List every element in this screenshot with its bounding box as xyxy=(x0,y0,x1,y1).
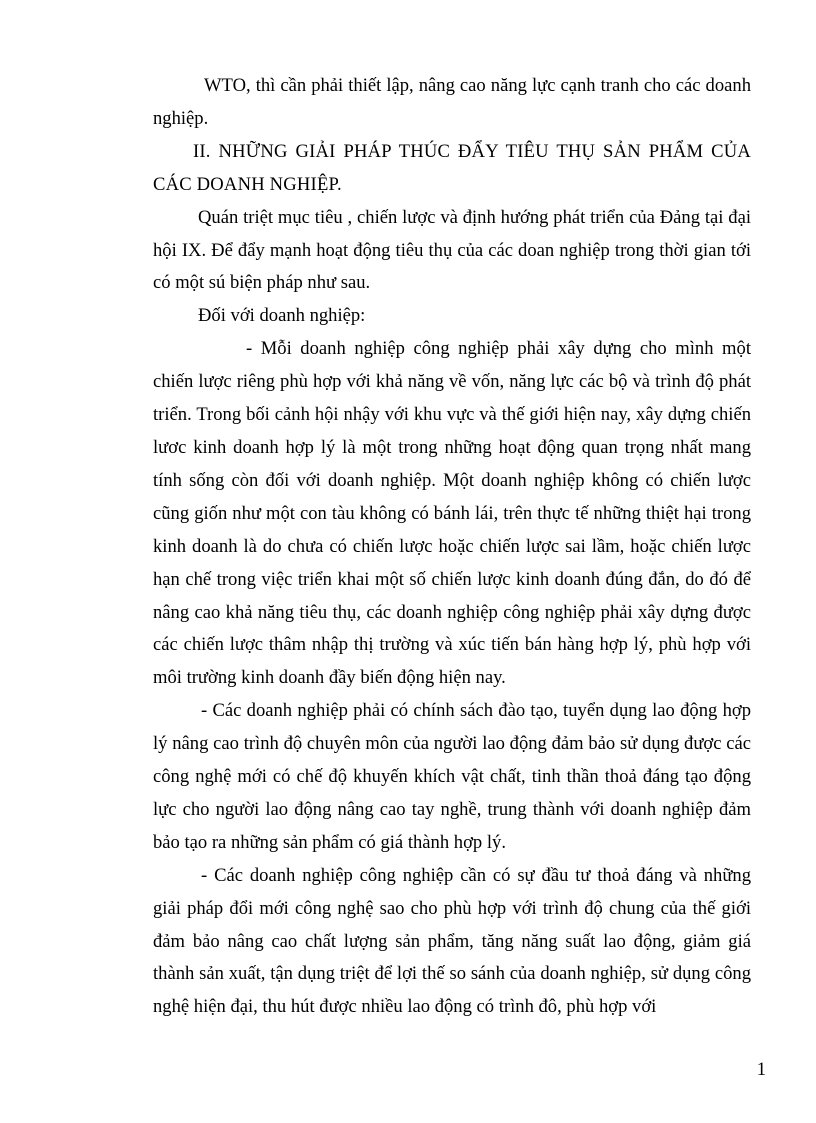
document-body xyxy=(153,70,751,1024)
paragraph-subheading: Đối với doanh nghiệp: xyxy=(198,305,366,327)
paragraph-strategy: - Mỗi doanh nghiệp công nghiệp phải xây dựng cho mình một chiến lược riêng phù hợp với khả năng về vốn, năng lực các bộ và trình độ phát triển. Trong bối cảnh hội nhậy với khu vực và thế giới hiện nay, xây dựng chiến lươc kinh doanh hợp lý là một trong những hoạt động quan trọng nhất mang tính sống còn đối với doanh nghiệp. Một doanh nghiệp không có chiến lược cũng giốn như một con tàu không có bánh lái, trên thực tế những thiệt hại trong kinh doanh là do chưa có chiến lược hoặc chiến lược sai lầm, hoặc chiến lược hạn chế trong việc triển khai một số chiến lược kinh doanh đúng đắn, do đó để nâng cao khả năng tiêu thụ, các doanh nghiệp công nghiệp phải xây dựng được các chiến lược thâm nhập thị trường và xúc tiến bán hàng hợp lý, phù hợp với môi trường kinh doanh đầy biến động hiện nay. xyxy=(153,338,751,689)
paragraph-wto: WTO, thì cần phải thiết lập, nâng cao năng lực cạnh tranh cho các doanh nghiệp. xyxy=(153,75,751,129)
paragraph-technology: - Các doanh nghiệp công nghiệp cần có sự đầu tư thoả đáng và những giải pháp đổi mới công nghệ sao cho phù hợp với trình độ chung của thế giới đảm bảo nâng cao chất lượng sản phẩm, tăng năng suất lao động, giảm giá thành sản xuất, tận dụng triệt để lợi thế so sánh của doanh nghiệp, sử dụng công nghệ hiện đại, thu hút được nhiều lao động có trình đô, phù hợp với xyxy=(153,864,751,1018)
paragraph-training: - Các doanh nghiệp phải có chính sách đào tạo, tuyển dụng lao động hợp lý nâng cao trình độ chuyên môn của người lao động đảm bảo sử dụng được các công nghệ mới có chế độ khuyến khích vật chất, tinh thần thoả đáng tạo động lực cho người lao động nâng cao tay nghề, trung thành với doanh nghiệp đảm bảo tạo ra những sản phẩm có giá thành hợp lý. xyxy=(153,700,751,853)
section-heading: II. NHỮNG GIẢI PHÁP THÚC ĐẨY TIÊU THỤ SẢN PHẨM CỦA CÁC DOANH NGHIỆP. xyxy=(153,140,751,195)
paragraph-intro: Quán triệt mục tiêu , chiến lược và định hướng phát triển của Đảng tại đại hội IX. Để đẩy mạnh hoạt động tiêu thụ của các doan nghiệp trong thời gian tới có một sú biện pháp như sau. xyxy=(153,206,751,294)
page-number: 1 xyxy=(756,1059,766,1080)
